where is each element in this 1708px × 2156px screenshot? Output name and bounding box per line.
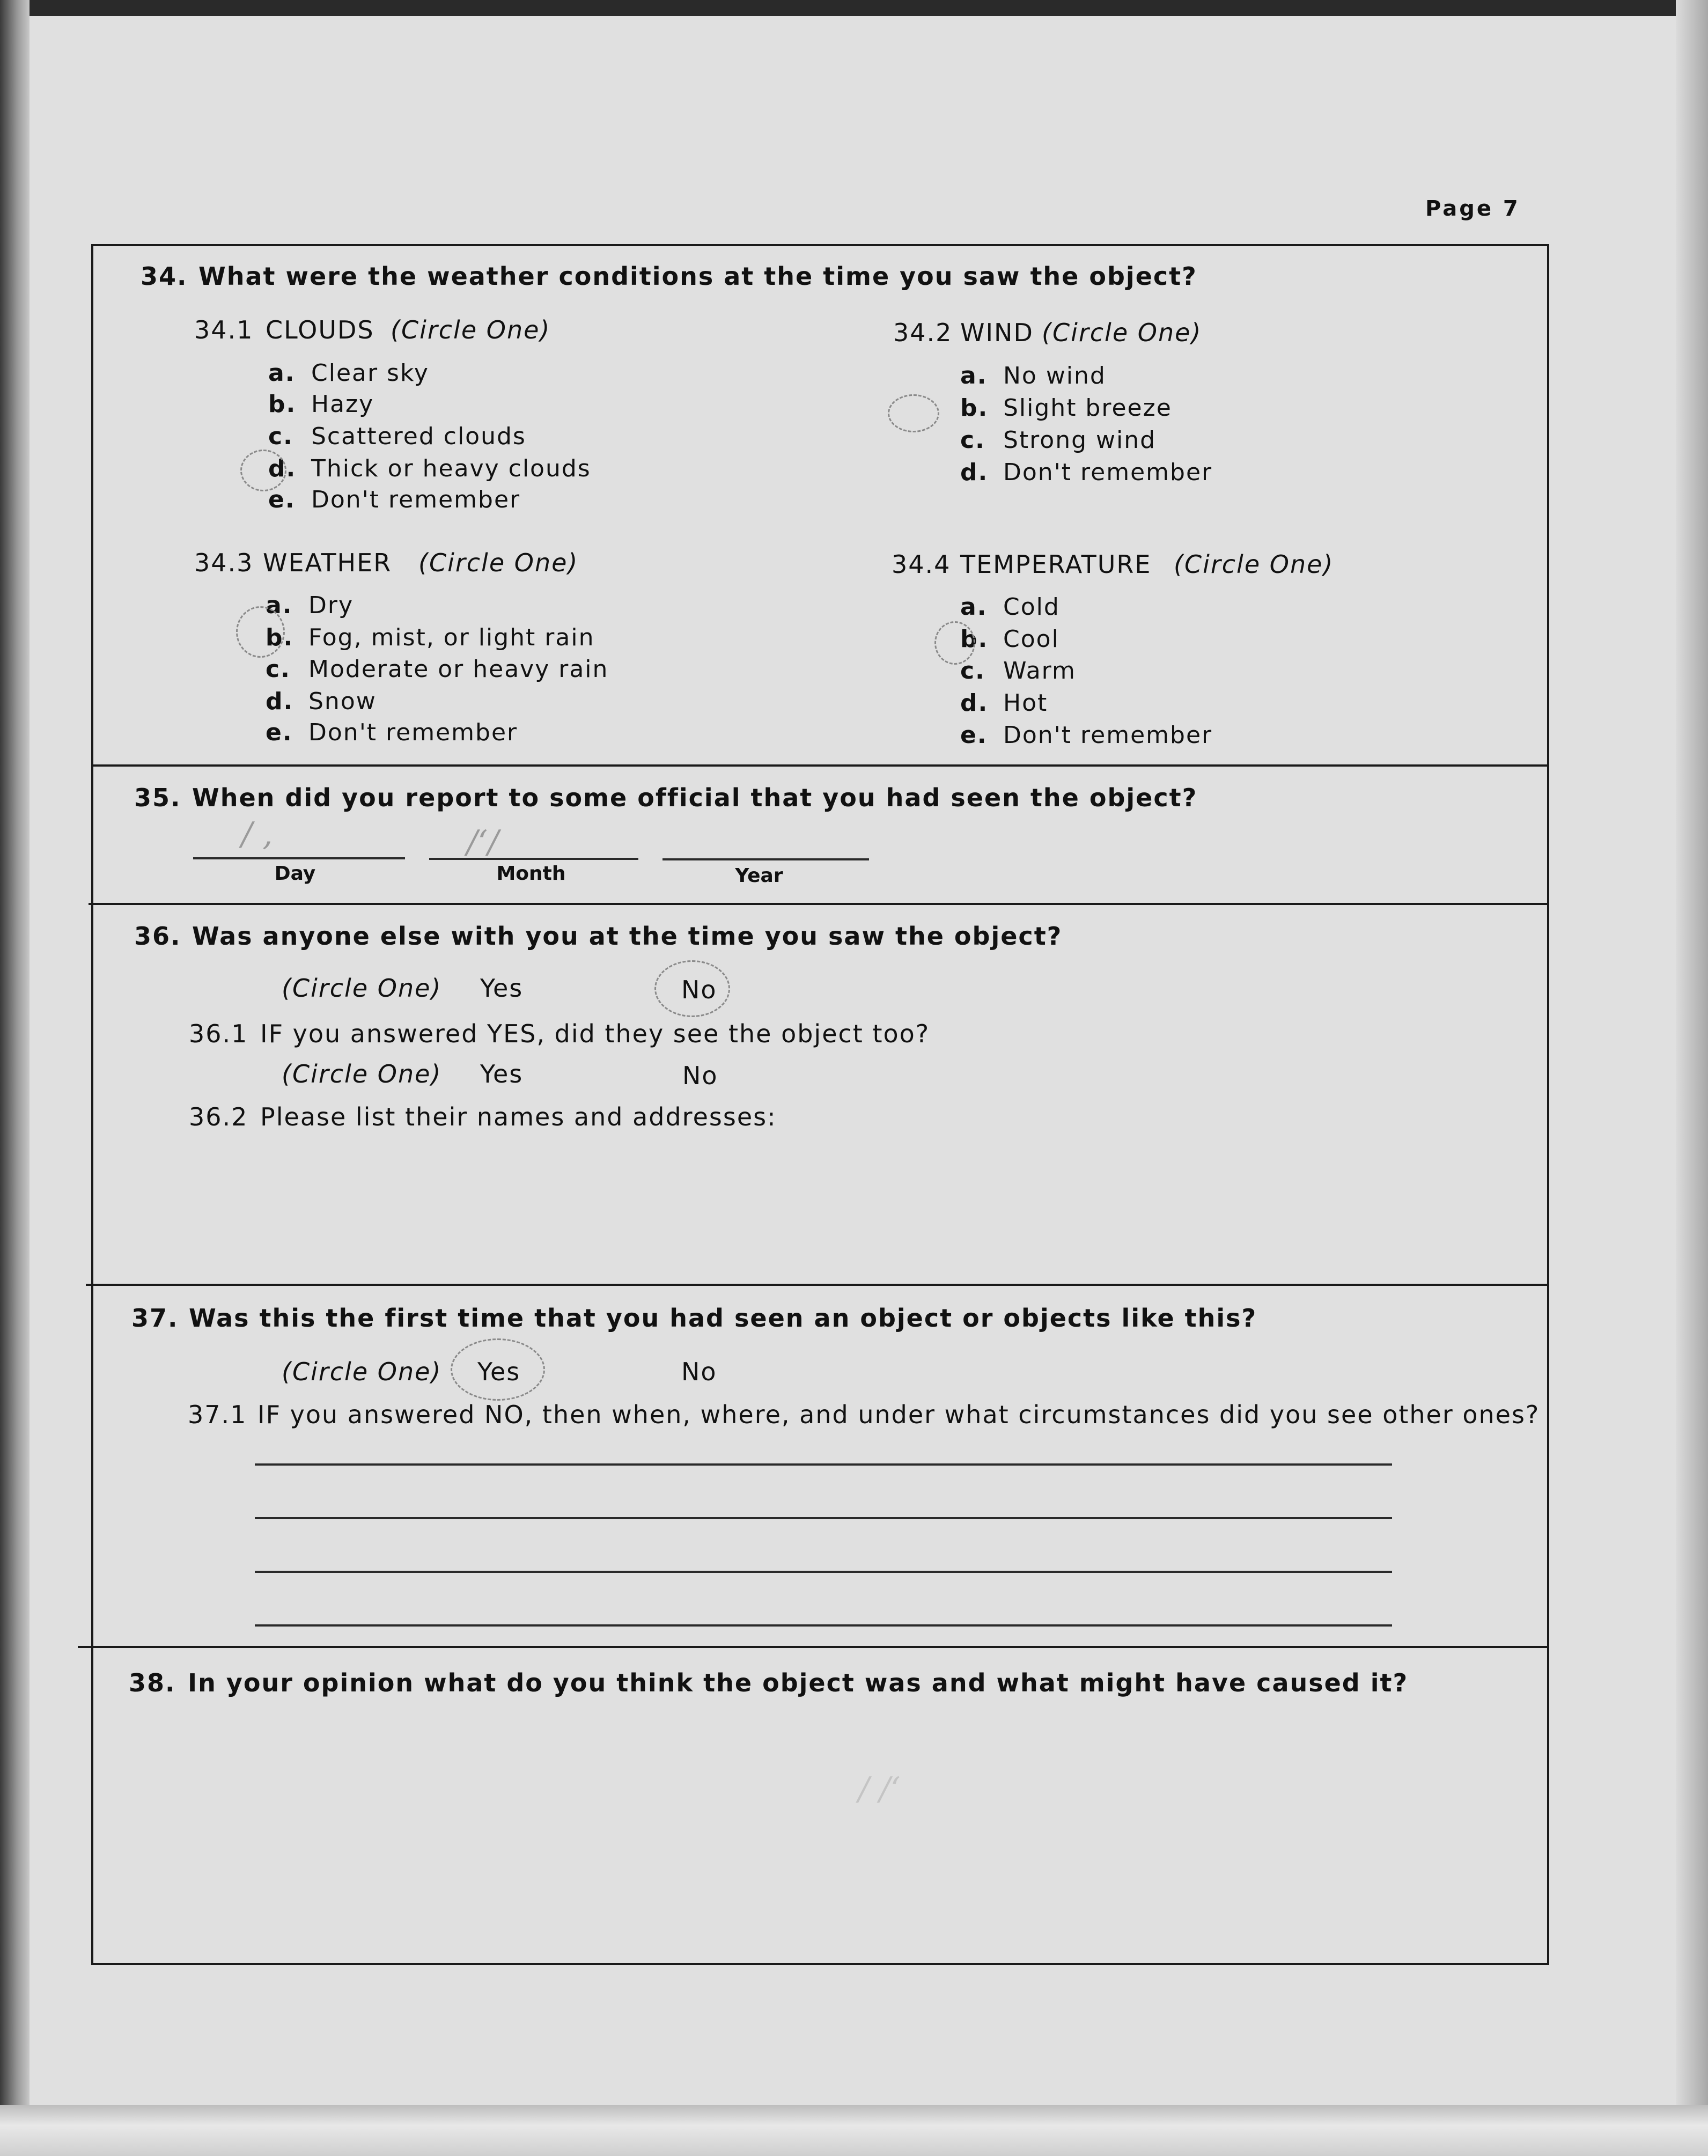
answer-no[interactable]: No xyxy=(682,1061,718,1090)
circle-one-instruction: (Circle One) xyxy=(282,1357,442,1386)
option-label: Cold xyxy=(1003,593,1060,621)
option-letter: a. xyxy=(266,592,293,619)
wind-number: 34.2 xyxy=(893,318,953,347)
option-letter: a. xyxy=(960,362,988,389)
option-label: Moderate or heavy rain xyxy=(308,656,609,683)
option-label: Cool xyxy=(1003,626,1059,653)
option-letter: d. xyxy=(960,689,989,717)
sub-question-number: 36.2 xyxy=(189,1102,248,1131)
question-text: Was anyone else with you at the time you saw the object? xyxy=(192,922,1063,951)
day-label: Day xyxy=(274,863,316,885)
divider-36-37 xyxy=(86,1284,1547,1286)
temperature-option-c[interactable] xyxy=(960,657,1076,685)
option-label: Don't remember xyxy=(1003,722,1213,749)
option-label: Thick or heavy clouds xyxy=(311,455,591,482)
clouds-instruction: (Circle One) xyxy=(391,315,551,344)
option-letter: c. xyxy=(268,423,293,450)
option-letter: e. xyxy=(960,722,988,749)
clouds-option-a[interactable] xyxy=(268,359,429,387)
faint-handwriting: / /‘ xyxy=(858,1770,901,1808)
answer-line[interactable] xyxy=(255,1571,1392,1573)
option-label: Don't remember xyxy=(1003,459,1213,486)
option-label: Scattered clouds xyxy=(311,423,526,450)
temperature-option-d[interactable] xyxy=(960,689,1048,717)
option-label: Snow xyxy=(308,688,377,715)
answer-no[interactable]: No xyxy=(681,975,717,1004)
answer-line[interactable] xyxy=(255,1463,1392,1466)
selection-circle xyxy=(240,450,286,491)
option-letter: a. xyxy=(268,359,296,387)
scan-border-left xyxy=(0,0,30,2156)
option-label: Don't remember xyxy=(311,486,521,513)
option-label: Don't remember xyxy=(308,719,518,746)
year-label: Year xyxy=(735,865,783,887)
question-number: 35. xyxy=(134,783,181,812)
sub-question-text: Please list their names and addresses: xyxy=(260,1102,777,1131)
divider-34-35 xyxy=(91,764,1547,767)
temperature-instruction: (Circle One) xyxy=(1174,550,1334,579)
option-label: Hot xyxy=(1003,689,1048,717)
weather-instruction: (Circle One) xyxy=(418,548,579,577)
circle-one-instruction: (Circle One) xyxy=(282,974,442,1003)
temperature-option-a[interactable] xyxy=(960,593,1060,621)
option-letter: b. xyxy=(266,624,294,651)
sub-question-text: IF you answered YES, did they see the object too? xyxy=(260,1019,930,1048)
answer-yes[interactable]: Yes xyxy=(480,974,524,1003)
option-letter: d. xyxy=(266,688,294,715)
sub-question-number: 36.1 xyxy=(189,1019,248,1048)
month-label: Month xyxy=(496,863,566,885)
wind-option-c[interactable] xyxy=(960,426,1156,454)
weather-option-e[interactable] xyxy=(266,719,518,746)
selection-circle xyxy=(654,960,730,1017)
option-label: Dry xyxy=(308,592,354,619)
option-label: Hazy xyxy=(311,391,374,418)
answer-no[interactable]: No xyxy=(681,1357,717,1386)
option-letter: d. xyxy=(960,459,989,486)
handwriting-mark: / , xyxy=(241,815,273,853)
sub-question-text: IF you answered NO, then when, where, and under what circumstances did you see other ones? xyxy=(257,1400,1540,1429)
option-letter: e. xyxy=(266,719,293,746)
selection-circle xyxy=(451,1338,545,1401)
temperature-title: TEMPERATURE xyxy=(960,550,1152,579)
month-field[interactable] xyxy=(429,858,638,860)
clouds-title: CLOUDS xyxy=(266,315,374,344)
answer-yes[interactable]: Yes xyxy=(477,1357,521,1386)
temperature-option-e[interactable] xyxy=(960,722,1212,749)
selection-circle xyxy=(888,394,939,432)
option-letter: c. xyxy=(266,656,291,683)
option-label: Strong wind xyxy=(1003,426,1157,454)
weather-number: 34.3 xyxy=(194,548,254,577)
answer-line[interactable] xyxy=(255,1517,1392,1519)
question-text: What were the weather conditions at the time you saw the object? xyxy=(198,262,1197,291)
option-letter: c. xyxy=(960,657,985,685)
option-letter: b. xyxy=(268,391,297,418)
option-label: Slight breeze xyxy=(1003,394,1172,422)
question-number: 38. xyxy=(129,1668,176,1697)
divider-37-38 xyxy=(78,1646,1547,1648)
temperature-number: 34.4 xyxy=(892,550,951,579)
question-number: 37. xyxy=(131,1304,179,1333)
scan-border-bottom xyxy=(0,2105,1708,2156)
temperature-option-b[interactable] xyxy=(960,626,1059,653)
page-number: Page 7 xyxy=(1425,196,1520,221)
wind-title: WIND xyxy=(960,318,1034,347)
option-letter: e. xyxy=(268,486,296,513)
clouds-option-e[interactable] xyxy=(268,486,520,513)
option-letter: a. xyxy=(960,593,988,621)
question-text: In your opinion what do you think the object was and what might have caused it? xyxy=(188,1668,1409,1697)
divider-35-36 xyxy=(89,903,1547,905)
question-text: Was this the first time that you had seen an object or objects like this? xyxy=(189,1304,1257,1333)
wind-instruction: (Circle One) xyxy=(1042,318,1202,347)
option-label: No wind xyxy=(1003,362,1106,389)
option-letter: c. xyxy=(960,426,985,454)
scan-border-top xyxy=(0,0,1708,16)
weather-option-c[interactable] xyxy=(266,656,608,683)
question-text: When did you report to some official that you had seen the object? xyxy=(192,783,1198,812)
sub-question-number: 37.1 xyxy=(188,1400,247,1429)
answer-line[interactable] xyxy=(255,1624,1392,1627)
weather-title: WEATHER xyxy=(263,548,392,577)
option-label: Fog, mist, or light rain xyxy=(308,624,595,651)
weather-option-b[interactable] xyxy=(266,624,594,651)
question-number: 36. xyxy=(134,922,181,951)
question-number: 34. xyxy=(141,262,188,291)
option-label: Warm xyxy=(1003,657,1076,685)
option-letter: b. xyxy=(960,626,989,653)
handwriting-mark: /‘/ xyxy=(467,823,499,861)
clouds-option-b[interactable] xyxy=(268,391,374,418)
option-letter: d. xyxy=(268,455,297,482)
clouds-option-d[interactable] xyxy=(268,455,591,482)
option-label: Clear sky xyxy=(311,359,429,387)
year-field[interactable] xyxy=(662,858,869,860)
scan-border-right xyxy=(1676,0,1708,2156)
clouds-option-c[interactable] xyxy=(268,423,526,450)
day-field[interactable] xyxy=(193,857,405,859)
circle-one-instruction: (Circle One) xyxy=(282,1059,442,1088)
clouds-number: 34.1 xyxy=(194,315,254,344)
weather-option-d[interactable] xyxy=(266,688,377,715)
answer-yes[interactable]: Yes xyxy=(480,1059,524,1088)
selection-circle xyxy=(236,606,285,658)
selection-circle xyxy=(934,621,975,665)
wind-option-b[interactable] xyxy=(960,394,1172,422)
option-letter: b. xyxy=(960,394,989,422)
wind-option-d[interactable] xyxy=(960,459,1212,486)
wind-option-a[interactable] xyxy=(960,362,1106,389)
